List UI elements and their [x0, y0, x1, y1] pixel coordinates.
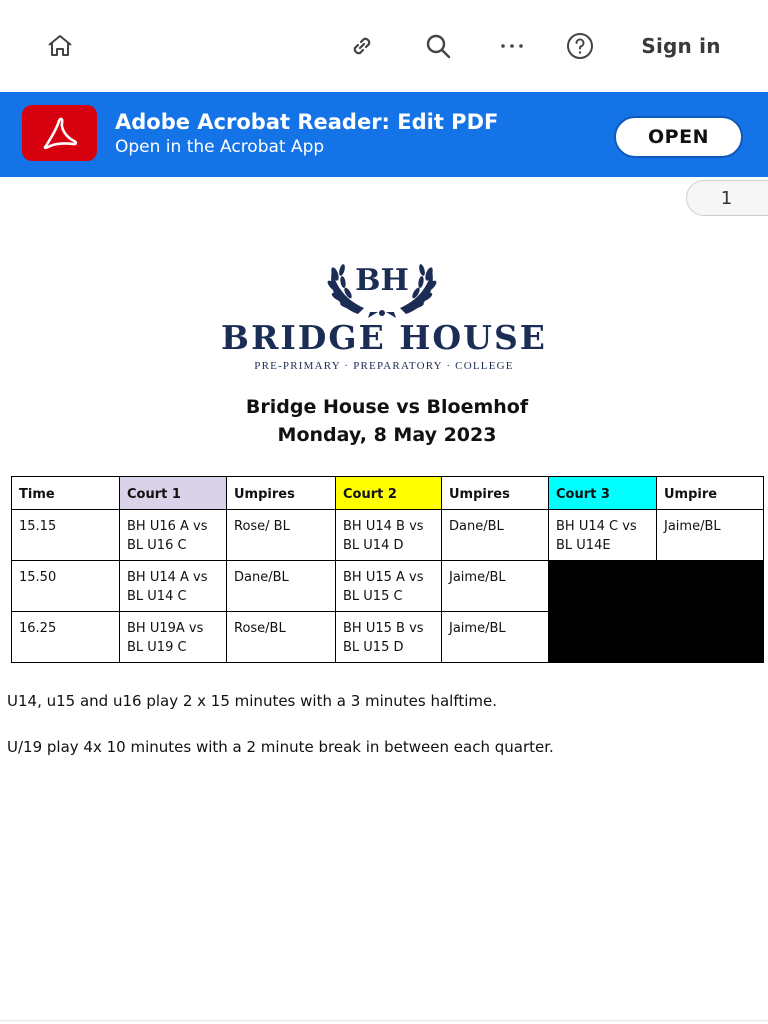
cell-umpires-1: Rose/BL — [227, 612, 336, 663]
fixture-title: Bridge House vs Bloemhof — [245, 396, 529, 418]
header-court-3: Court 3 — [549, 477, 657, 510]
table-row — [12, 510, 764, 561]
cell-court-2: BH U15 A vs BL U15 C — [336, 561, 442, 612]
cell-umpires-2: Dane/BL — [442, 510, 549, 561]
help-icon — [565, 31, 595, 61]
table-row — [12, 561, 764, 612]
header-court-2: Court 2 — [336, 477, 442, 510]
header-umpires-1: Umpires — [227, 477, 336, 510]
logo-wordmark: BRIDGE HOUSE — [221, 318, 547, 357]
home-icon — [45, 31, 75, 61]
note-junior-format: U14, u15 and u16 play 2 x 15 minutes with a 3 minutes halftime. — [7, 692, 498, 710]
cell-umpires-2: Jaime/BL — [442, 561, 549, 612]
link-icon — [347, 31, 377, 61]
cell-umpire-3: Jaime/BL — [657, 510, 764, 561]
logo-monogram: BH — [355, 263, 409, 298]
header-time: Time — [12, 477, 120, 510]
acrobat-icon — [22, 105, 97, 161]
table-header-row — [12, 477, 764, 510]
page-indicator[interactable]: 1 — [686, 180, 768, 216]
copy-link-button[interactable] — [344, 28, 380, 64]
cell-time: 16.25 — [12, 612, 120, 663]
bottom-divider — [0, 1020, 768, 1021]
more-icon — [497, 31, 527, 61]
cell-court-2: BH U15 B vs BL U15 D — [336, 612, 442, 663]
acrobat-app-banner — [0, 92, 768, 177]
cell-time: 15.50 — [12, 561, 120, 612]
schedule-table — [11, 476, 764, 663]
blacked-out-cell — [549, 561, 764, 663]
home-button[interactable] — [42, 28, 78, 64]
help-button[interactable] — [562, 28, 598, 64]
cell-umpires-1: Rose/ BL — [227, 510, 336, 561]
more-options-button[interactable] — [494, 28, 530, 64]
note-u19-format: U/19 play 4x 10 minutes with a 2 minute break in between each quarter. — [7, 738, 554, 756]
cell-court-1: BH U19A vs BL U19 C — [120, 612, 227, 663]
cell-umpires-2: Jaime/BL — [442, 612, 549, 663]
school-crest-logo — [318, 252, 446, 322]
cell-umpires-1: Dane/BL — [227, 561, 336, 612]
logo-tagline: PRE-PRIMARY · PREPARATORY · COLLEGE — [254, 360, 514, 372]
search-button[interactable] — [420, 28, 456, 64]
banner-title: Adobe Acrobat Reader: Edit PDF — [115, 110, 499, 134]
cell-court-1: BH U14 A vs BL U14 C — [120, 561, 227, 612]
sign-in-button[interactable]: Sign in — [641, 34, 721, 58]
top-toolbar — [0, 0, 768, 92]
open-app-button[interactable]: OPEN — [614, 116, 743, 158]
header-umpire-3: Umpire — [657, 477, 764, 510]
search-icon — [423, 31, 453, 61]
cell-court-3: BH U14 C vs BL U14E — [549, 510, 657, 561]
banner-subtitle: Open in the Acrobat App — [115, 137, 325, 157]
header-court-1: Court 1 — [120, 477, 227, 510]
cell-time: 15.15 — [12, 510, 120, 561]
fixture-date: Monday, 8 May 2023 — [277, 424, 497, 446]
cell-court-2: BH U14 B vs BL U14 D — [336, 510, 442, 561]
header-umpires-2: Umpires — [442, 477, 549, 510]
cell-court-1: BH U16 A vs BL U16 C — [120, 510, 227, 561]
